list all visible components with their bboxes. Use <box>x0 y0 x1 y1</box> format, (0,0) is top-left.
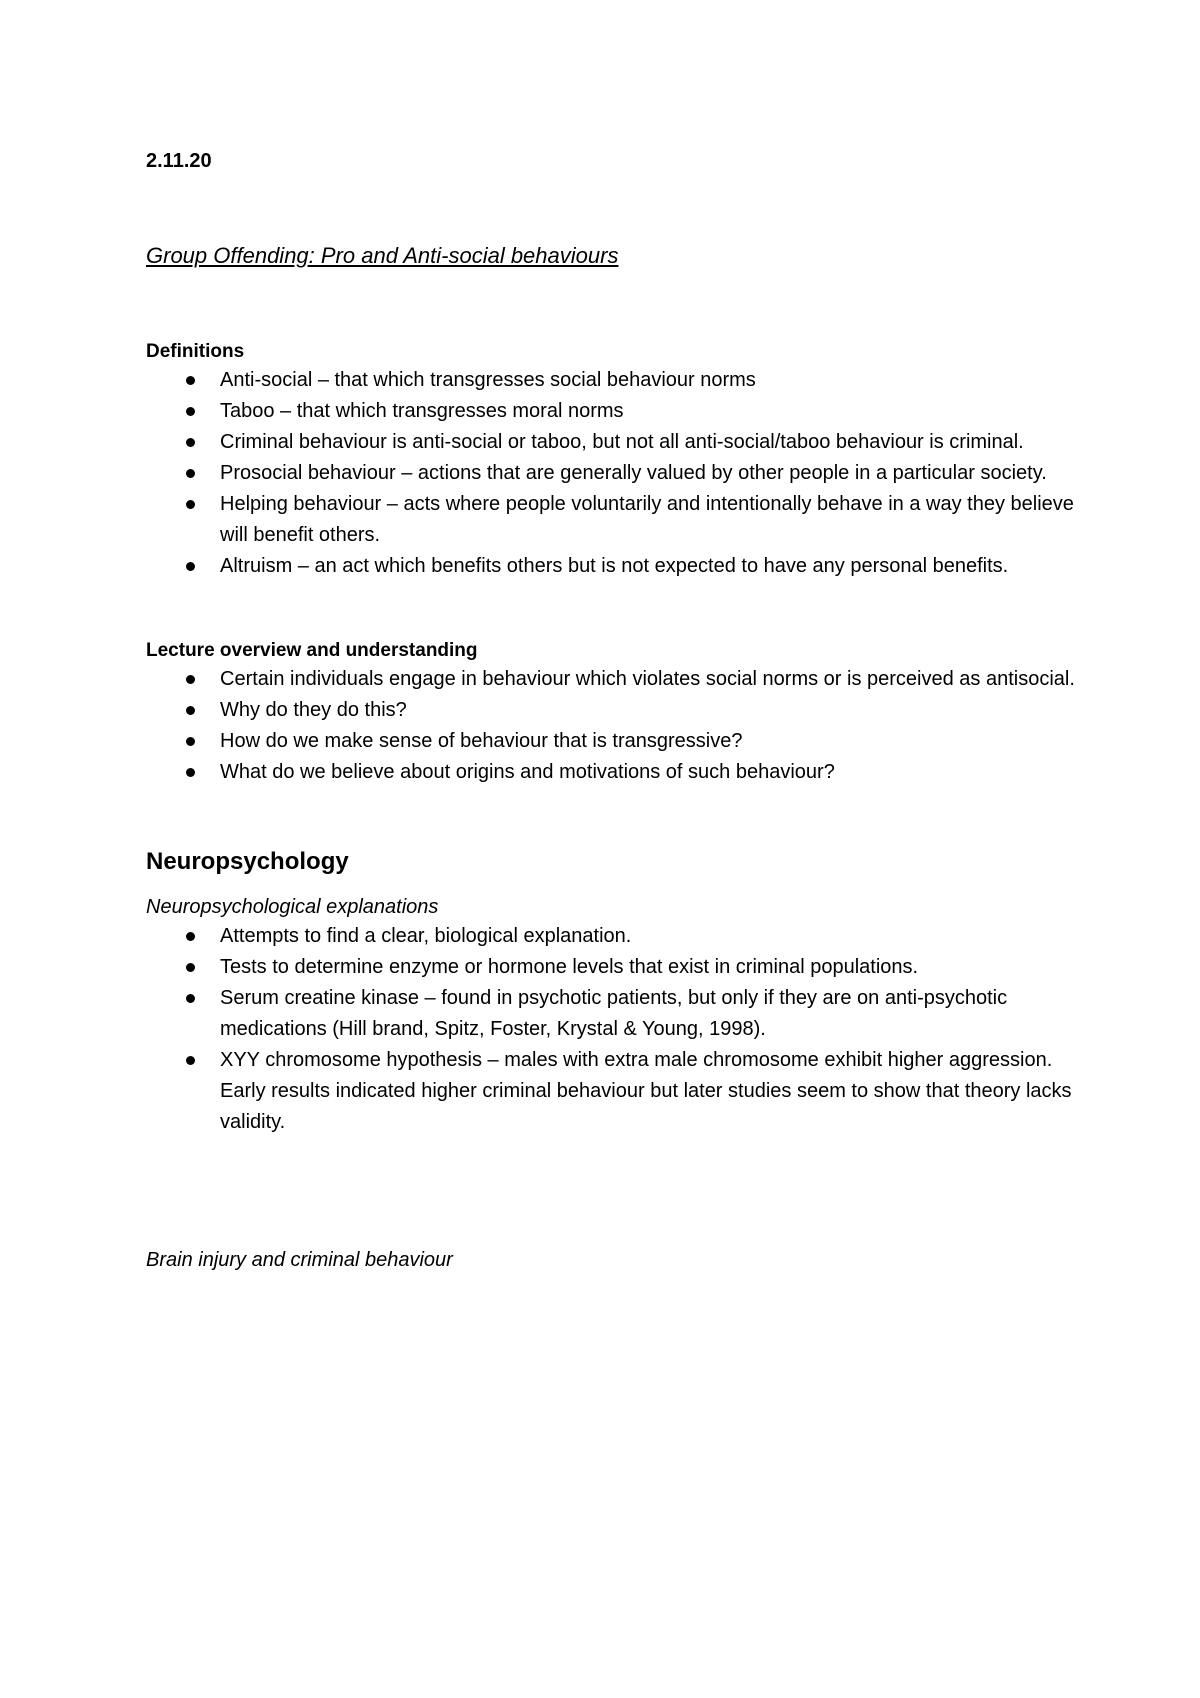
list-item <box>146 489 1076 551</box>
definitions-list-3 <box>146 458 1076 582</box>
list-item <box>146 396 1076 427</box>
bullet-icon <box>186 963 195 972</box>
list-item <box>146 664 1076 695</box>
list-item <box>146 427 1076 458</box>
neuro-list <box>146 921 1076 1138</box>
document-title: Group Offending: Pro and Anti-social behaviours <box>146 243 619 268</box>
list-item <box>146 695 1076 726</box>
list-item-text: Anti-social – that which transgresses social behaviour norms <box>220 369 756 391</box>
list-item-text: XYY chromosome hypothesis – males with extra male chromosome exhibit higher aggression. Early results indicated higher criminal behaviour but later studies seem to show that theory lacks validity. <box>220 1049 1072 1133</box>
list-item <box>146 551 1076 582</box>
list-item-text: Attempts to find a clear, biological explanation. <box>220 925 632 947</box>
bullet-icon <box>186 1056 195 1065</box>
document-date: 2.11.20 <box>146 150 212 172</box>
bullet-icon <box>186 438 195 447</box>
neuropsychological-explanations-subheading: Neuropsychological explanations <box>146 896 439 918</box>
list-item-text: Helping behaviour – acts where people voluntarily and intentionally behave in a way they believe will benefit others. <box>220 493 1074 546</box>
bullet-icon <box>186 407 195 416</box>
list-item <box>146 921 1076 952</box>
lecture-list <box>146 664 1076 788</box>
list-item <box>146 726 1076 757</box>
list-item-text: Tests to determine enzyme or hormone levels that exist in criminal populations. <box>220 956 919 978</box>
list-item-text: Criminal behaviour is anti-social or taboo, but not all anti-social/taboo behaviour is criminal. <box>220 431 1024 453</box>
brain-injury-subheading: Brain injury and criminal behaviour <box>146 1249 453 1271</box>
list-item <box>146 952 1076 983</box>
list-item-text: Altruism – an act which benefits others but is not expected to have any personal benefits. <box>220 555 1009 577</box>
bullet-icon <box>186 376 195 385</box>
list-item <box>146 757 1076 788</box>
list-item <box>146 458 1076 489</box>
list-item <box>146 365 1076 396</box>
list-item <box>146 983 1076 1045</box>
bullet-icon <box>186 675 195 684</box>
neuropsychology-heading: Neuropsychology <box>146 848 349 875</box>
list-item-text: Why do they do this? <box>220 699 407 721</box>
bullet-icon <box>186 500 195 509</box>
bullet-icon <box>186 737 195 746</box>
bullet-icon <box>186 768 195 777</box>
list-item-text: How do we make sense of behaviour that is transgressive? <box>220 730 743 752</box>
lecture-heading: Lecture overview and understanding <box>146 640 478 661</box>
bullet-icon <box>186 932 195 941</box>
definitions-list-1 <box>146 365 1076 427</box>
definitions-heading: Definitions <box>146 341 245 362</box>
document-content <box>146 148 1076 1274</box>
list-item-text: What do we believe about origins and motivations of such behaviour? <box>220 761 835 783</box>
bullet-icon <box>186 994 195 1003</box>
list-item-text: Taboo – that which transgresses moral norms <box>220 400 624 422</box>
list-item <box>146 1045 1076 1138</box>
bullet-icon <box>186 562 195 571</box>
list-item-text: Serum creatine kinase – found in psychotic patients, but only if they are on anti-psychotic medications (Hill brand, Spitz, Foster, Krystal & Young, 1998). <box>220 987 1008 1040</box>
definitions-list-2 <box>146 427 1076 458</box>
bullet-icon <box>186 469 195 478</box>
list-item-text: Prosocial behaviour – actions that are generally valued by other people in a particular society. <box>220 462 1047 484</box>
bullet-icon <box>186 706 195 715</box>
list-item-text: Certain individuals engage in behaviour which violates social norms or is perceived as antisocial. <box>220 668 1075 690</box>
